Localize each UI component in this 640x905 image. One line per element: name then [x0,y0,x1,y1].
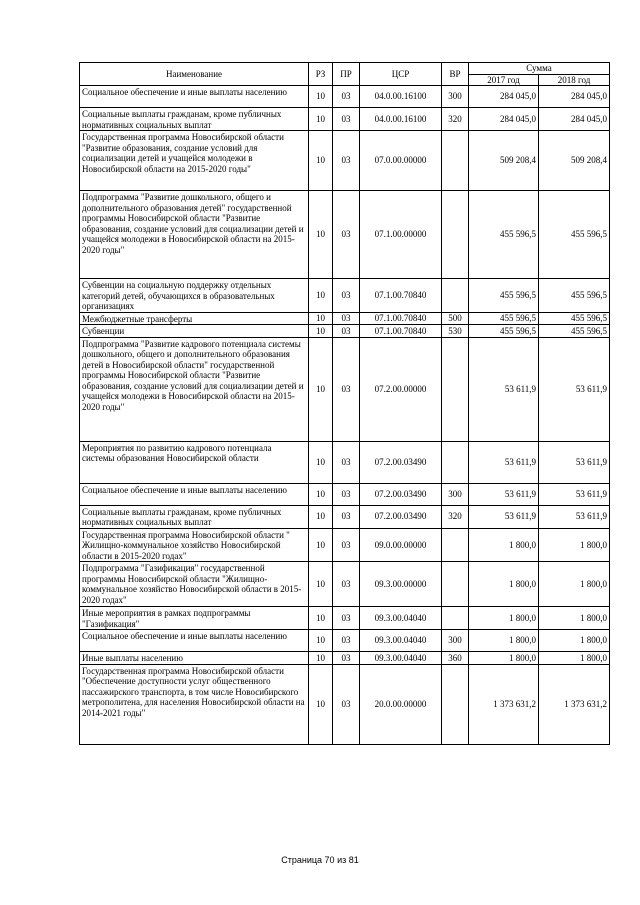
header-pr: ПР [333,63,360,86]
cell-pr: 03 [333,441,360,483]
cell-2018: 1 800,0 [539,652,610,665]
cell-rz: 10 [309,325,333,338]
cell-rz: 10 [309,664,333,744]
cell-rz: 10 [309,630,333,652]
cell-vr: 360 [442,652,469,665]
table-row [80,664,610,744]
cell-pr: 03 [333,279,360,313]
table-row [80,325,610,338]
cell-2018: 455 596,5 [539,191,610,279]
cell-csr: 04.0.00.16100 [360,108,442,131]
cell-2017: 284 045,0 [469,108,539,131]
cell-pr: 03 [333,505,360,528]
cell-name: Государственная программа Новосибирской области "Обеспечение доступности услуг общественного пассажирского транспорта, в том числе Новосибирского метрополитена, для населения Новосибирской области на 2014-2021 годы" [80,664,309,744]
budget-table [79,62,610,745]
cell-pr: 03 [333,528,360,562]
cell-pr: 03 [333,108,360,131]
cell-rz: 10 [309,652,333,665]
cell-2017: 455 596,5 [469,325,539,338]
cell-csr: 07.0.00.00000 [360,131,442,191]
cell-pr: 03 [333,607,360,630]
cell-2017: 509 208,4 [469,131,539,191]
cell-vr: 300 [442,630,469,652]
cell-2017: 1 373 631,2 [469,664,539,744]
cell-2018: 509 208,4 [539,131,610,191]
cell-vr [442,441,469,483]
cell-csr: 09.3.00.00000 [360,562,442,607]
cell-2018: 53 611,9 [539,505,610,528]
cell-vr: 530 [442,325,469,338]
cell-2017: 53 611,9 [469,337,539,441]
cell-rz: 10 [309,505,333,528]
table-body [80,86,610,745]
cell-pr: 03 [333,664,360,744]
cell-csr: 09.3.00.04040 [360,607,442,630]
cell-vr: 300 [442,483,469,505]
cell-name: Подпрограмма "Газификация" государственной программы Новосибирской области "Жилищно-коммунальное хозяйство Новосибирской области в 2015-2020 годах" [80,562,309,607]
cell-2018: 455 596,5 [539,312,610,325]
cell-2017: 1 800,0 [469,652,539,665]
cell-vr: 500 [442,312,469,325]
table-row [80,562,610,607]
cell-2018: 1 800,0 [539,630,610,652]
cell-csr: 07.2.00.00000 [360,337,442,441]
cell-name: Субвенции [80,325,309,338]
cell-pr: 03 [333,86,360,108]
header-2017: 2017 год [469,74,539,86]
table-row [80,607,610,630]
cell-csr: 07.1.00.70840 [360,312,442,325]
header-name: Наименование [80,63,309,86]
cell-vr [442,191,469,279]
cell-rz: 10 [309,108,333,131]
cell-csr: 07.2.00.03490 [360,505,442,528]
table-row [80,279,610,313]
table-row [80,108,610,131]
page-number: Страница 70 из 81 [281,855,359,865]
cell-rz: 10 [309,131,333,191]
cell-2018: 1 800,0 [539,528,610,562]
table-row [80,337,610,441]
cell-2018: 1 373 631,2 [539,664,610,744]
cell-2018: 455 596,5 [539,279,610,313]
cell-rz: 10 [309,191,333,279]
cell-pr: 03 [333,131,360,191]
cell-name: Иные мероприятия в рамках подпрограммы "Газификация" [80,607,309,630]
cell-name: Подпрограмма "Развитие дошкольного, общего и дополнительного образования детей" государственной программы Новосибирской области "Развитие образования, создание условий для социализации детей и учащейся молодежи в Новосибирской области на 2015-2020 годы" [80,191,309,279]
table-row [80,191,610,279]
table-row [80,441,610,483]
cell-csr: 09.3.00.04040 [360,630,442,652]
cell-pr: 03 [333,630,360,652]
cell-rz: 10 [309,86,333,108]
cell-2018: 53 611,9 [539,337,610,441]
table-row [80,528,610,562]
cell-name: Иные выплаты населению [80,652,309,665]
cell-pr: 03 [333,483,360,505]
cell-2017: 1 800,0 [469,562,539,607]
cell-pr: 03 [333,325,360,338]
cell-rz: 10 [309,337,333,441]
header-csr: ЦСР [360,63,442,86]
cell-2018: 284 045,0 [539,86,610,108]
cell-csr: 07.1.00.70840 [360,279,442,313]
cell-rz: 10 [309,312,333,325]
cell-2017: 455 596,5 [469,191,539,279]
cell-name: Мероприятия по развитию кадрового потенциала системы образования Новосибирской области [80,441,309,483]
cell-csr: 07.2.00.03490 [360,483,442,505]
cell-2018: 1 800,0 [539,562,610,607]
cell-2017: 284 045,0 [469,86,539,108]
cell-name: Социальное обеспечение и иные выплаты населению [80,86,309,108]
cell-name: Социальное обеспечение и иные выплаты населению [80,630,309,652]
cell-2018: 53 611,9 [539,483,610,505]
cell-2017: 53 611,9 [469,483,539,505]
cell-2018: 455 596,5 [539,325,610,338]
cell-name: Межбюджетные трансферты [80,312,309,325]
cell-rz: 10 [309,483,333,505]
cell-2017: 1 800,0 [469,630,539,652]
cell-csr: 09.3.00.04040 [360,652,442,665]
cell-csr: 09.0.00.00000 [360,528,442,562]
cell-name: Социальное обеспечение и иные выплаты населению [80,483,309,505]
cell-name: Социальные выплаты гражданам, кроме публичных нормативных социальных выплат [80,505,309,528]
table-row [80,652,610,665]
cell-name: Государственная программа Новосибирской области " Жилищно-коммунальное хозяйство Новосибирской области в 2015-2020 годах" [80,528,309,562]
cell-rz: 10 [309,528,333,562]
cell-rz: 10 [309,279,333,313]
cell-2017: 53 611,9 [469,505,539,528]
cell-rz: 10 [309,607,333,630]
cell-vr: 320 [442,108,469,131]
cell-pr: 03 [333,652,360,665]
cell-rz: 10 [309,562,333,607]
cell-csr: 07.1.00.00000 [360,191,442,279]
cell-csr: 07.1.00.70840 [360,325,442,338]
header-sum: Сумма [469,63,610,75]
cell-vr [442,562,469,607]
table-row [80,86,610,108]
cell-name: Государственная программа Новосибирской области "Развитие образования, создание условий для социализации детей и учащейся молодежи в Новосибирской области на 2015-2020 годы" [80,131,309,191]
table-row [80,131,610,191]
cell-2017: 1 800,0 [469,528,539,562]
header-vr: ВР [442,63,469,86]
cell-2017: 1 800,0 [469,607,539,630]
cell-2017: 53 611,9 [469,441,539,483]
cell-vr [442,131,469,191]
cell-vr [442,607,469,630]
cell-csr: 20.0.00.00000 [360,664,442,744]
cell-2017: 455 596,5 [469,279,539,313]
cell-name: Подпрограмма "Развитие кадрового потенциала системы дошкольного, общего и дополнительного образования детей в Новосибирской области" государственной программы Новосибирской области "Развитие образования, создание условий для социализации детей и учащейся молодежи в Новосибирской области на 2015-2020 годы" [80,337,309,441]
cell-pr: 03 [333,191,360,279]
cell-vr: 300 [442,86,469,108]
cell-vr [442,337,469,441]
header-2018: 2018 год [539,74,610,86]
table-row [80,505,610,528]
cell-csr: 04.0.00.16100 [360,86,442,108]
table-row [80,483,610,505]
cell-2018: 284 045,0 [539,108,610,131]
cell-2018: 53 611,9 [539,441,610,483]
cell-name: Социальные выплаты гражданам, кроме публичных нормативных социальных выплат [80,108,309,131]
cell-vr [442,528,469,562]
table-row [80,312,610,325]
cell-csr: 07.2.00.03490 [360,441,442,483]
cell-2017: 455 596,5 [469,312,539,325]
cell-2018: 1 800,0 [539,607,610,630]
cell-rz: 10 [309,441,333,483]
cell-vr [442,279,469,313]
cell-pr: 03 [333,337,360,441]
header-rz: РЗ [309,63,333,86]
cell-name: Субвенции на социальную поддержку отдельных категорий детей, обучающихся в образовательных организациях [80,279,309,313]
cell-vr: 320 [442,505,469,528]
cell-vr [442,664,469,744]
cell-pr: 03 [333,312,360,325]
table-row [80,630,610,652]
cell-pr: 03 [333,562,360,607]
